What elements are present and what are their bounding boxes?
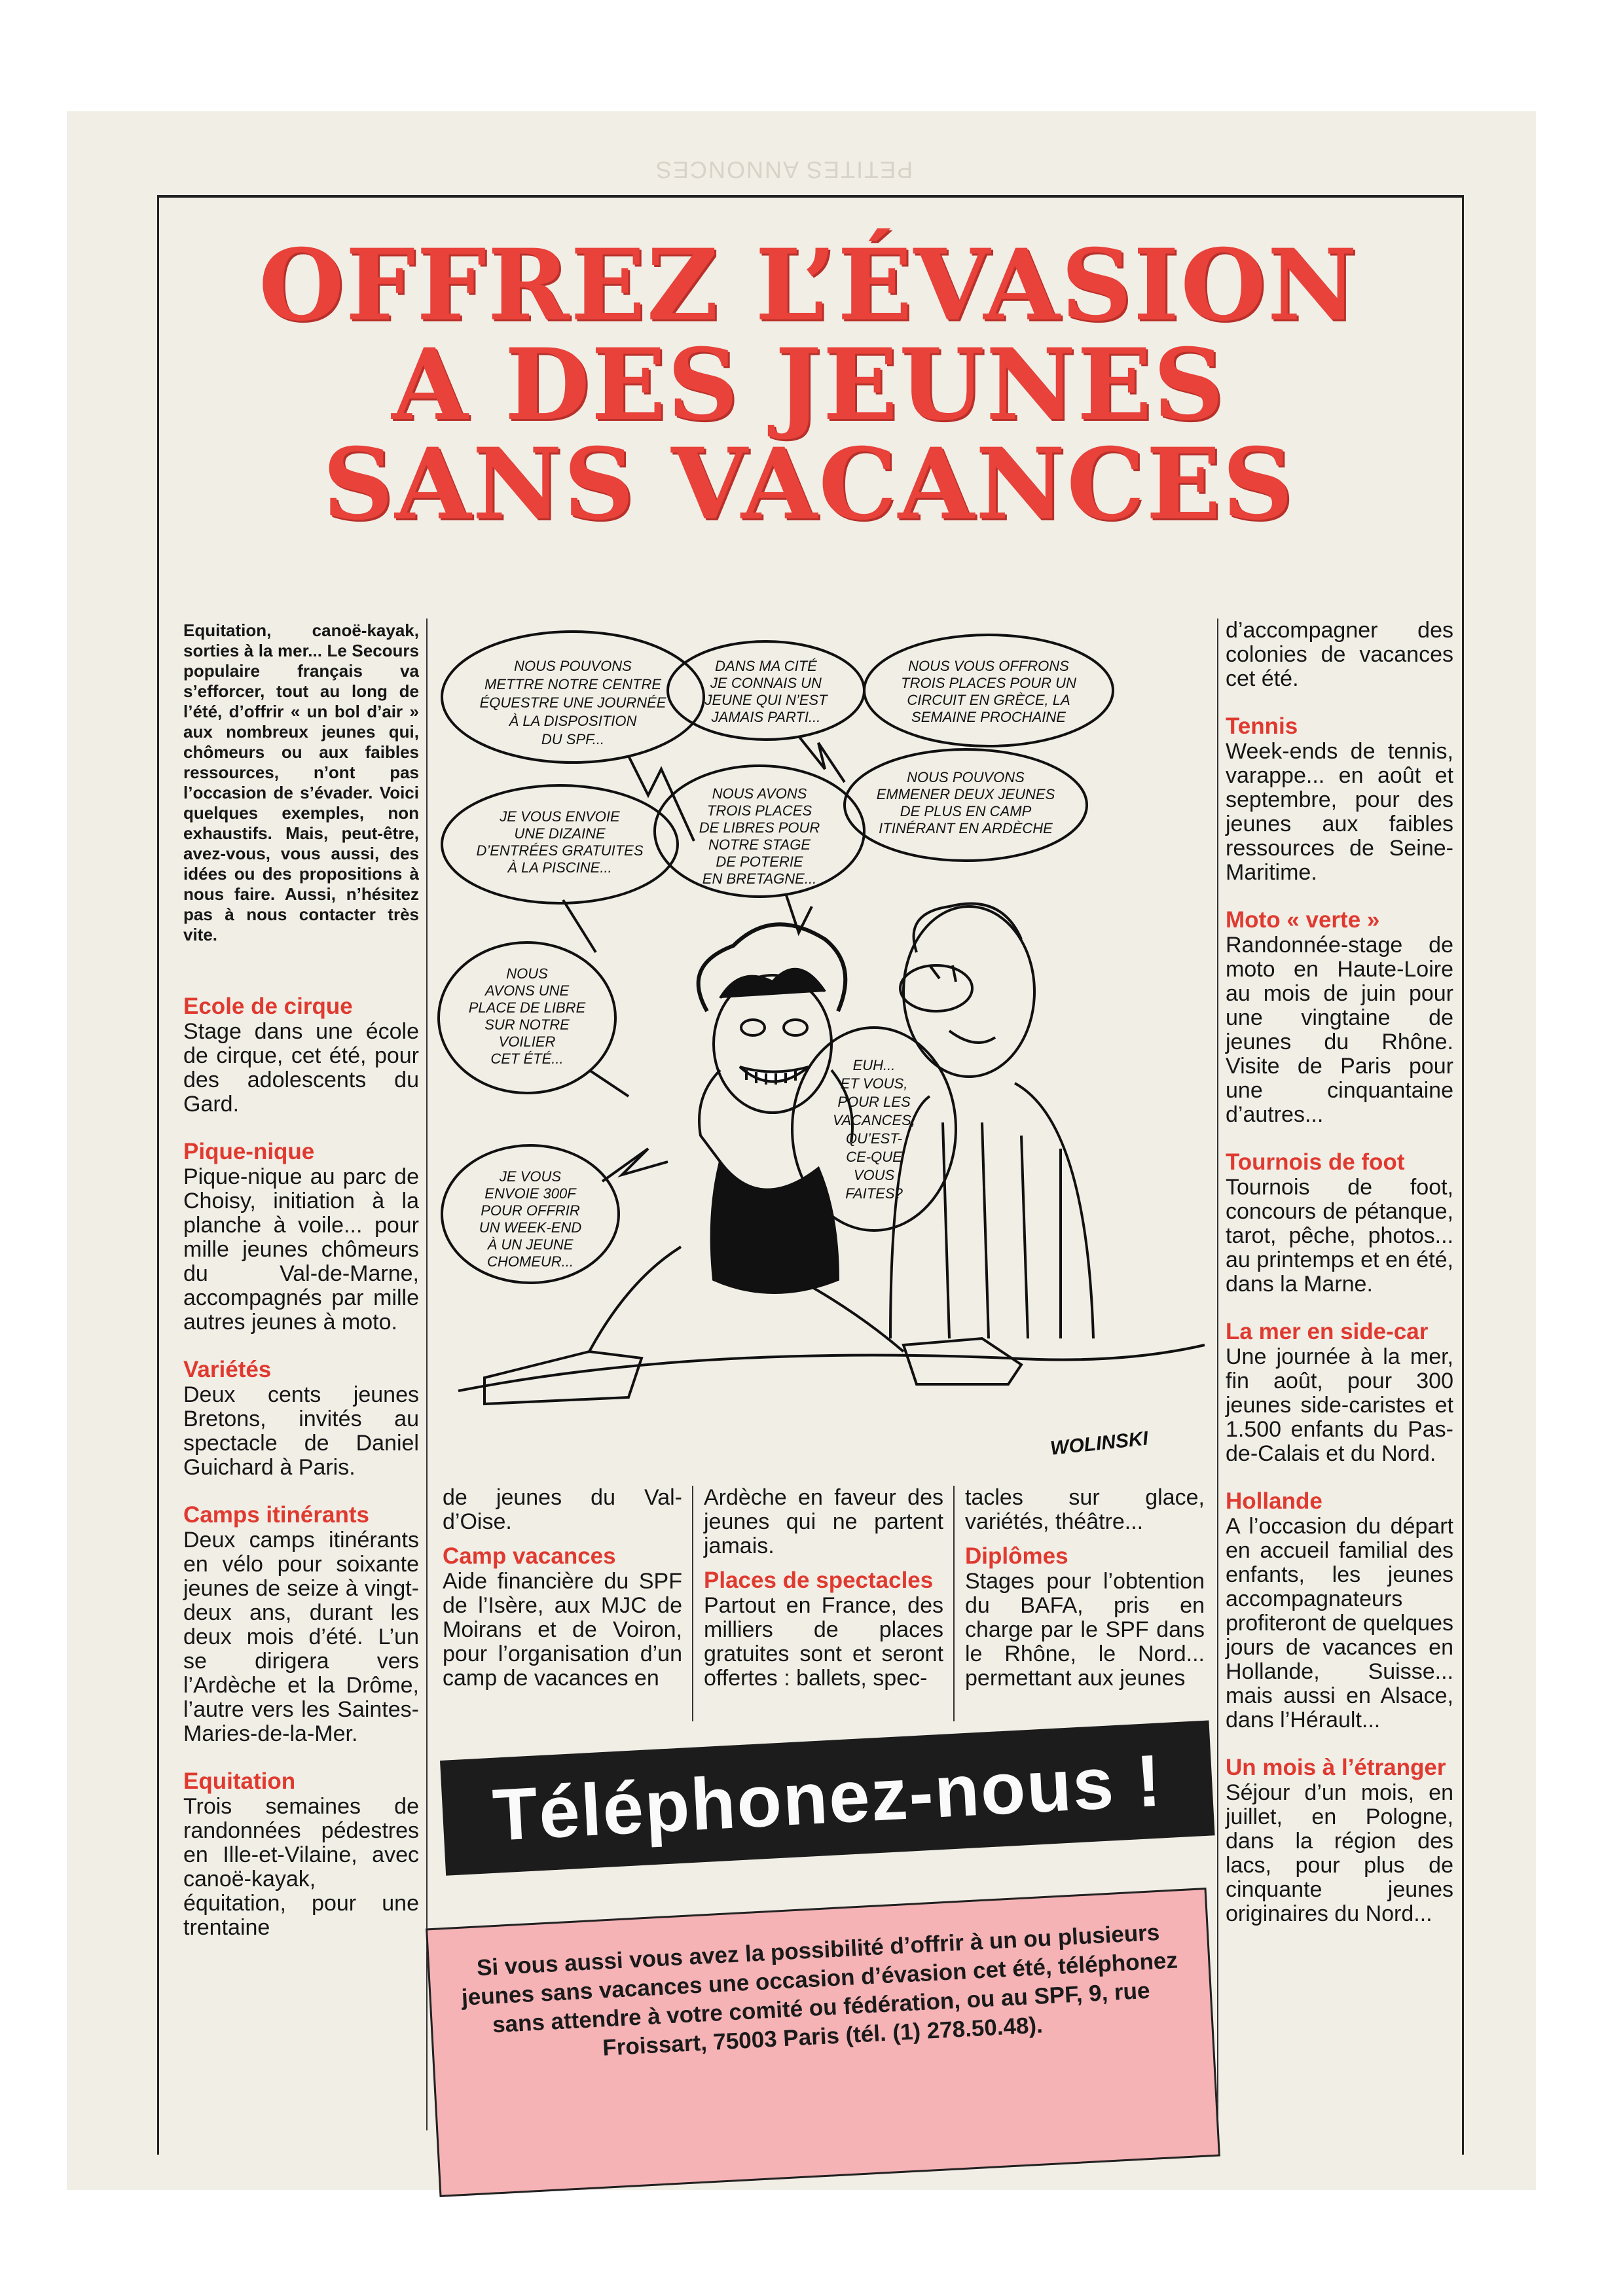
section-title: Places de spectacles xyxy=(704,1568,934,1593)
section-cirque xyxy=(183,994,419,1117)
section-title: Camps itinérants xyxy=(183,1502,369,1528)
section-title: La mer en side-car xyxy=(1226,1319,1429,1344)
section-title: Pique-nique xyxy=(183,1139,315,1164)
section-text: A l’occasion du départ en accueil familial des enfants, les jeunes accompagnateurs profiteront de quelques jours de vacances en Hollande, Suisse... mais aussi en Alsace, dans l’Hérault... xyxy=(1226,1514,1453,1732)
section-side-car xyxy=(1226,1319,1453,1466)
section-title: Variétés xyxy=(183,1357,272,1382)
section-text: Séjour d’un mois, en juillet, en Pologne, dans la région des lacs, pour plus de cinquante jeunes originaires du Nord... xyxy=(1226,1780,1453,1926)
cartoon-signature: WOLINSKI xyxy=(1049,1427,1150,1460)
column-rule xyxy=(426,619,428,2130)
section-equitation xyxy=(183,1768,419,1940)
section-hollande xyxy=(1226,1488,1453,1732)
section-text: Tournois de foot, concours de pétanque, tarot, pêche, photos... au printemps et en été, dans la Marne. xyxy=(1226,1175,1453,1297)
bubble-text: NOUS VOUS OFFRONS TROIS PLACES POUR UN CIRCUIT EN GRÈCE, LA SEMAINE PROCHAINE xyxy=(901,658,1076,725)
bubble-text: NOUS AVONS UNE PLACE DE LIBRE SUR NOTRE VOILIER CET ÉTÉ... xyxy=(468,965,586,1067)
faint-running-head: PETITES ANNONCES xyxy=(655,156,913,183)
section-title: Tournois de foot xyxy=(1226,1149,1405,1175)
contact-box xyxy=(426,1888,1220,2197)
headline-line-2: A DES JEUNES xyxy=(392,327,1226,442)
headline xyxy=(164,228,1453,542)
section-text: Randonnée-stage de moto en Haute-Loire au mois de juin pour une vingtaine de jeunes du Rhône. Visite de Paris pour une cinquantaine d’autres... xyxy=(1226,933,1453,1127)
section-title: Hollande xyxy=(1226,1488,1322,1514)
column-lead: tacles sur glace, variétés, théâtre... xyxy=(965,1485,1205,1534)
intro-paragraph: Equitation, canoë-kayak, sorties à la mer... Le Secours populaire français va s’efforcer, tout au long de l’été, d’offrir « un bol d’air » aux nombreux jeunes qui, chômeurs ou aux faibles ressources, n’ont pas l’occasion de s’évader. Voici quelques exemples, non exhaustifs. Mais, peut-être, avez-vous, vous aussi, des idées ou des propositions à nous faire. Aussi, n’hésitez pas à nous contacter très vite. xyxy=(183,620,419,944)
section-foot xyxy=(1226,1149,1453,1297)
telephone-banner: Téléphonez-nous ! xyxy=(440,1720,1215,1875)
bubble-text: NOUS POUVONS EMMENER DEUX JEUNES DE PLUS EN CAMP ITINÉRANT EN ARDÈCHE xyxy=(876,769,1055,836)
section-text: Stages pour l’obtention du BAFA, pris en charge par le SPF dans le Rhône, le Nord... permettant aux jeunes xyxy=(965,1569,1205,1691)
section-etranger xyxy=(1226,1755,1453,1926)
left-column xyxy=(183,620,419,1940)
section-text: Aide financière du SPF de l’Isère, aux MJC de Moirans et de Voiron, pour l’organisation d’un camp de vacances en xyxy=(443,1569,682,1691)
section-camps xyxy=(183,1502,419,1746)
section-title: Tennis xyxy=(1226,713,1298,739)
column-rule xyxy=(953,1486,955,1721)
section-varietes xyxy=(183,1357,419,1480)
section-title: Camp vacances xyxy=(443,1543,616,1569)
section-text: Partout en France, des milliers de places gratuites sont et seront offertes : ballets, spec- xyxy=(704,1593,943,1691)
section-title: Moto « verte » xyxy=(1226,907,1380,933)
column-rule xyxy=(1217,619,1218,2144)
section-title: Un mois à l’étranger xyxy=(1226,1755,1446,1780)
column-lead: Ardèche en faveur des jeunes qui ne partent jamais. xyxy=(704,1485,943,1558)
headline-line-1: OFFREZ L’ÉVASION xyxy=(259,228,1359,343)
section-text: Une journée à la mer, fin août, pour 300 jeunes side-caristes et 1.500 enfants du Pas-de-Calais et du Nord. xyxy=(1226,1344,1453,1466)
right-column xyxy=(1226,619,1453,1926)
contact-text: Si vous aussi vous avez la possibilité d’offrir à un ou plusieurs jeunes sans vacances une occasion d’évasion cet été, téléphonez sans attendre à votre comité ou fédération, ou au SPF, 9, rue Froissart, 75003 Paris (tél. (1) 278.50.48). xyxy=(461,1919,1178,2061)
middle-column-3 xyxy=(965,1486,1205,1691)
column-rule xyxy=(692,1486,693,1721)
section-title: Equitation xyxy=(183,1768,296,1794)
middle-column-2 xyxy=(704,1486,943,1691)
headline-line-3: SANS VACANCES xyxy=(322,427,1295,542)
section-tennis xyxy=(1226,713,1453,885)
bubble-text: JE VOUS ENVOIE UNE DIZAINE D’ENTRÉES GRATUITES À LA PISCINE... xyxy=(476,808,644,876)
bubble-text: DANS MA CITÉ JE CONNAIS UN JEUNE QUI N’EST JAMAIS PARTI... xyxy=(704,658,828,725)
bubble-text: JE VOUS ENVOIE 300F POUR OFFRIR UN WEEK-END À UN JEUNE CHOMEUR... xyxy=(479,1168,582,1270)
bubble-text: EUH... ET VOUS, POUR LES VACANCES, QU’EST-CE-QUE VOUS FAITES? xyxy=(833,1057,915,1202)
section-moto xyxy=(1226,907,1453,1127)
column-lead: d’accompagner des colonies de vacances cet été. xyxy=(1226,618,1453,691)
section-text: Deux camps itinérants en vélo pour soixante jeunes de seize à vingt-deux ans, durant les deux mois d’été. L’un se dirigera vers l’Ardèche et la Drôme, l’autre vers les Saintes-Maries-de-la-Mer. xyxy=(183,1528,419,1746)
section-text: Pique-nique au parc de Choisy, initiation à la planche à voile... pour mille jeunes chômeurs du Val-de-Marne, accompagnés par mille autres jeunes à moto. xyxy=(183,1164,419,1335)
bubble-text: NOUS AVONS TROIS PLACES DE LIBRES POUR NOTRE STAGE DE POTERIE EN BRETAGNE... xyxy=(699,785,820,887)
section-text: Trois semaines de randonnées pédestres en Ille-et-Vilaine, avec canoë-kayak, équitation, pour une trentaine xyxy=(183,1794,419,1940)
section-text: Week-ends de tennis, varappe... en août et septembre, pour des jeunes aux faibles ressources de Seine-Maritime. xyxy=(1226,739,1453,885)
section-pique-nique xyxy=(183,1139,419,1335)
column-lead: de jeunes du Val-d’Oise. xyxy=(443,1485,682,1534)
section-text: Deux cents jeunes Bretons, invités au spectacle de Daniel Guichard à Paris. xyxy=(183,1382,419,1480)
section-text: Stage dans une école de cirque, cet été, pour des adolescents du Gard. xyxy=(183,1019,419,1117)
section-title: Diplômes xyxy=(965,1543,1068,1569)
section-title: Ecole de cirque xyxy=(183,994,353,1019)
bubble-text: NOUS POUVONS METTRE NOTRE CENTRE ÉQUESTRE UNE JOURNÉE À LA DISPOSITION DU SPF... xyxy=(479,658,666,747)
wolinski-cartoon xyxy=(432,625,1211,1469)
middle-column-1 xyxy=(443,1486,682,1691)
